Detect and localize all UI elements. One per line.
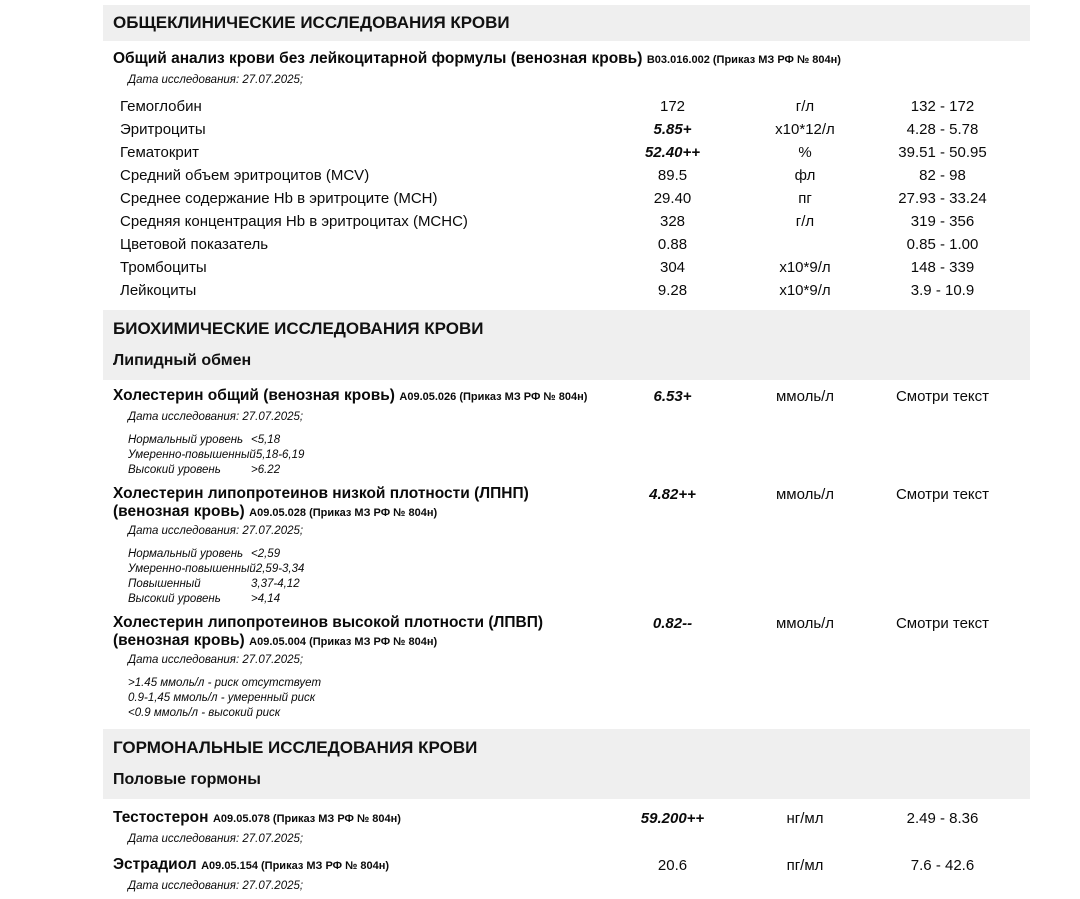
reference-range: Смотри текст <box>895 486 990 503</box>
level-range: >6.22 <box>251 464 281 476</box>
study-date: Дата исследования: 27.07.2025; <box>128 525 304 537</box>
analyte-name: Цветовой показатель <box>120 236 269 253</box>
test-code: А09.05.026 (Приказ МЗ РФ № 804н) <box>399 391 588 403</box>
level-line <box>128 463 1030 478</box>
reference-range: 4.28 - 5.78 <box>906 120 979 138</box>
section-title: ОБЩЕКЛИНИЧЕСКИЕ ИССЛЕДОВАНИЯ КРОВИ <box>113 13 510 32</box>
section-header-band <box>103 729 1030 799</box>
analyte-name: Гемоглобин <box>120 98 202 115</box>
test-title: Холестерин общий (венозная кровь) <box>113 387 395 404</box>
subsection-title: Половые гормоны <box>113 771 261 788</box>
table-row <box>103 256 1030 279</box>
reference-range: Смотри текст <box>895 615 990 632</box>
level-label: Высокий уровень <box>128 593 221 605</box>
result-unit: фл <box>794 166 816 184</box>
reference-range: 27.93 - 33.24 <box>898 189 987 207</box>
level-label: Высокий уровень <box>128 464 221 476</box>
result-value: 89.5 <box>657 166 688 184</box>
level-range: 3,37-4,12 <box>251 578 300 590</box>
table-row <box>103 118 1030 141</box>
reference-range: 7.6 - 42.6 <box>910 857 975 874</box>
subsection-title: Липидный обмен <box>113 352 252 369</box>
report-content <box>103 0 1030 899</box>
section-general-clinical <box>103 5 1030 302</box>
table-row <box>103 210 1030 233</box>
reference-range: 0.85 - 1.00 <box>906 235 979 253</box>
test-title: Тестостерон <box>113 809 209 826</box>
test-code: А09.05.028 (Приказ МЗ РФ № 804н) <box>249 507 438 519</box>
section-header-band <box>103 310 1030 380</box>
reference-levels <box>128 547 1030 607</box>
result-unit: г/л <box>795 212 815 230</box>
section-title: ГОРМОНАЛЬНЫЕ ИССЛЕДОВАНИЯ КРОВИ <box>113 738 478 757</box>
analyte-name: Средняя концентрация Hb в эритроцитах (MCHC) <box>120 213 468 230</box>
section-header-band <box>103 5 1030 41</box>
level-label: Умеренно-повышенный <box>128 563 256 575</box>
test-result-row <box>103 614 1030 650</box>
result-unit: нг/мл <box>786 810 824 827</box>
test-code: А09.05.004 (Приказ МЗ РФ № 804н) <box>249 636 438 648</box>
result-value: 0.88 <box>657 235 688 253</box>
reference-range: 82 - 98 <box>919 166 966 184</box>
test-result-row <box>103 387 1030 407</box>
result-unit: ммоль/л <box>775 615 835 632</box>
test-result-row <box>103 856 1030 876</box>
table-row <box>103 187 1030 210</box>
test-code: А09.05.078 (Приказ МЗ РФ № 804н) <box>212 813 401 825</box>
section-title: БИОХИМИЧЕСКИЕ ИССЛЕДОВАНИЯ КРОВИ <box>113 319 484 338</box>
test-block-testosterone <box>103 809 1030 846</box>
risk-line: <0.9 ммоль/л - высокий риск <box>128 707 281 719</box>
result-value: 59.200++ <box>640 810 705 827</box>
result-unit: г/л <box>795 97 815 115</box>
test-result-row <box>103 485 1030 521</box>
panel-code: В03.016.002 (Приказ МЗ РФ № 804н) <box>646 54 841 66</box>
section-biochemical <box>103 310 1030 721</box>
result-value: 6.53+ <box>653 388 692 405</box>
analyte-name: Тромбоциты <box>120 259 207 276</box>
analyte-name: Гематокрит <box>120 144 199 161</box>
result-unit: пг/мл <box>786 857 824 874</box>
result-value: 328 <box>659 212 686 230</box>
level-label: Нормальный уровень <box>128 434 244 446</box>
result-value: 304 <box>659 258 686 276</box>
test-title: Холестерин липопротеинов низкой плотности (ЛПНП) (венозная кровь) <box>113 485 529 520</box>
reference-range: Смотри текст <box>895 388 990 405</box>
result-value: 5.85+ <box>653 120 692 138</box>
analyte-name: Эритроциты <box>120 121 206 138</box>
level-label: Повышенный <box>128 578 201 590</box>
level-label: Нормальный уровень <box>128 548 244 560</box>
table-row <box>103 279 1030 302</box>
risk-notes <box>128 676 1030 721</box>
level-label: Умеренно-повышенный <box>128 449 256 461</box>
level-range: 5,18-6,19 <box>255 449 305 461</box>
section-hormonal <box>103 729 1030 893</box>
result-value: 4.82++ <box>649 486 696 503</box>
study-date: Дата исследования: 27.07.2025; <box>128 654 304 666</box>
test-block-cholesterol-total <box>103 387 1030 478</box>
result-value: 9.28 <box>657 281 688 299</box>
reference-range: 132 - 172 <box>910 97 975 115</box>
result-unit: х10*12/л <box>775 120 835 138</box>
test-title-cell <box>103 387 590 405</box>
level-line <box>128 448 1030 463</box>
level-line <box>128 433 1030 448</box>
level-line <box>128 547 1030 562</box>
result-unit: % <box>798 143 812 161</box>
result-value: 172 <box>659 97 686 115</box>
result-value: 0.82-- <box>652 615 693 632</box>
test-title-cell <box>103 809 590 827</box>
test-code: А09.05.154 (Приказ МЗ РФ № 804н) <box>201 860 390 872</box>
result-value: 52.40++ <box>644 143 701 161</box>
result-unit: ммоль/л <box>775 486 835 503</box>
table-row <box>103 164 1030 187</box>
risk-line: 0.9-1,45 ммоль/л - умеренный риск <box>128 692 316 704</box>
test-title: Холестерин липопротеинов высокой плотности (ЛПВП) (венозная кровь) <box>113 614 544 649</box>
test-title-cell <box>103 856 590 874</box>
test-title: Эстрадиол <box>113 856 197 873</box>
result-value: 20.6 <box>657 857 688 874</box>
reference-range: 2.49 - 8.36 <box>906 810 979 827</box>
test-block-cholesterol-ldl <box>103 485 1030 607</box>
risk-line: >1.45 ммоль/л - риск отсутствует <box>128 677 322 689</box>
reference-range: 148 - 339 <box>910 258 975 276</box>
table-row <box>103 141 1030 164</box>
reference-range: 39.51 - 50.95 <box>898 143 987 161</box>
study-date: Дата исследования: 27.07.2025; <box>128 411 304 423</box>
table-row <box>103 95 1030 118</box>
result-unit: ммоль/л <box>775 388 835 405</box>
level-line <box>128 562 1030 577</box>
table-row <box>103 233 1030 256</box>
result-unit: х10*9/л <box>779 258 831 276</box>
analyte-name: Средний объем эритроцитов (MCV) <box>120 167 370 184</box>
test-block-cholesterol-hdl <box>103 614 1030 721</box>
result-unit: х10*9/л <box>779 281 831 299</box>
analyte-name: Среднее содержание Hb в эритроците (MCH) <box>120 190 438 207</box>
reference-levels <box>128 433 1030 478</box>
results-table <box>103 95 1030 302</box>
study-date: Дата исследования: 27.07.2025; <box>128 74 304 86</box>
analyte-name: Лейкоциты <box>120 282 197 299</box>
test-title-cell <box>103 614 590 650</box>
result-unit: пг <box>798 189 812 207</box>
study-date: Дата исследования: 27.07.2025; <box>128 880 304 892</box>
level-range: <5,18 <box>251 434 281 446</box>
level-range: 2,59-3,34 <box>255 563 305 575</box>
test-block-estradiol <box>103 856 1030 893</box>
level-range: <2,59 <box>251 548 281 560</box>
result-value: 29.40 <box>653 189 692 207</box>
test-title-cell <box>103 485 590 521</box>
study-date: Дата исследования: 27.07.2025; <box>128 833 304 845</box>
reference-range: 319 - 356 <box>910 212 975 230</box>
test-result-row <box>103 809 1030 829</box>
level-line <box>128 592 1030 607</box>
reference-range: 3.9 - 10.9 <box>910 281 975 299</box>
panel-header <box>113 49 1030 70</box>
level-line <box>128 577 1030 592</box>
level-range: >4,14 <box>251 593 281 605</box>
panel-title: Общий анализ крови без лейкоцитарной формулы (венозная кровь) <box>113 50 643 67</box>
